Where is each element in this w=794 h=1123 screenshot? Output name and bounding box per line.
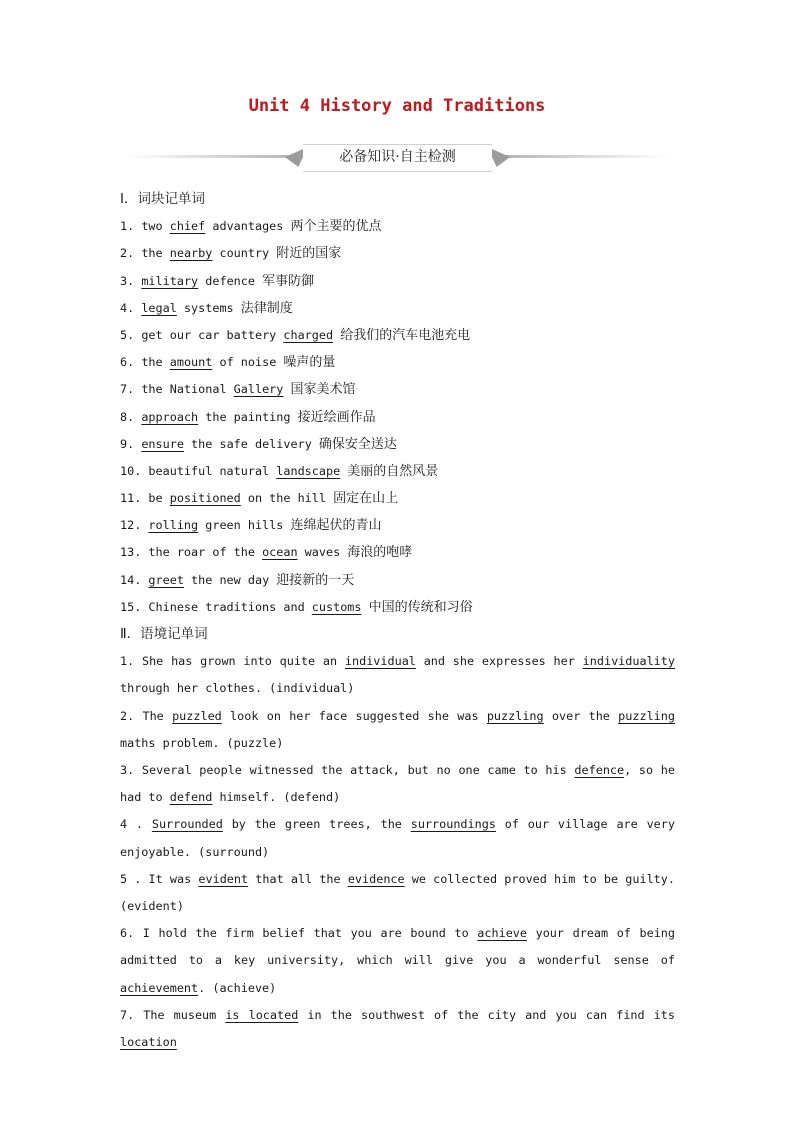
answer-blank: legal — [141, 300, 177, 315]
answer-blank: evident — [198, 871, 249, 886]
answer-blank: achieve — [477, 926, 527, 941]
answer-blank: chief — [169, 219, 206, 234]
item-prefix: Chinese traditions and — [148, 599, 312, 614]
item-translation: 给我们的汽车电池充电 — [340, 327, 471, 343]
item-translation: 附近的国家 — [276, 246, 342, 262]
answer-blank: approach — [141, 409, 199, 424]
answer-blank: military — [141, 273, 199, 288]
answer-blank: puzzling — [618, 708, 675, 723]
answer-blank: customs — [311, 599, 362, 614]
item-suffix — [283, 382, 290, 396]
item-translation: 海浪的咆哮 — [347, 545, 413, 561]
item-suffix: advantages — [205, 219, 291, 234]
item-number: 2. — [120, 246, 135, 261]
section-heading-1: Ⅰ．词块记单词 — [120, 191, 205, 207]
banner-line-right — [492, 155, 670, 158]
item-prefix: the — [141, 355, 170, 370]
banner-line-left — [125, 155, 303, 158]
item-number: 12. — [120, 518, 142, 533]
item-prefix: be — [148, 491, 170, 506]
vocab-item — [120, 404, 675, 431]
item-suffix: green hills — [198, 518, 291, 533]
context-item-7: 7. The museum is located in the southwest of the city and you can find its location — [120, 1007, 675, 1050]
vocab-chunk-list — [120, 213, 675, 621]
answer-blank: Surrounded — [151, 817, 223, 832]
answer-blank: puzzled — [172, 708, 222, 723]
banner-label: 必备知识·自主检测 — [303, 144, 492, 172]
vocab-item — [120, 512, 675, 539]
item-number: 8. — [120, 409, 135, 424]
item-number: 11. — [120, 491, 142, 506]
main-content — [120, 186, 675, 1056]
item-translation: 噪声的量 — [283, 355, 336, 371]
item-translation: 美丽的自然风景 — [347, 463, 439, 479]
answer-blank: location — [120, 1035, 177, 1050]
item-translation: 确保安全送达 — [318, 436, 397, 452]
answer-blank: is located — [225, 1007, 299, 1022]
item-prefix: the — [141, 246, 170, 261]
context-item-5: 5 . It was evident that all the evidence we collected proved him to be guilty. (evident) — [120, 871, 675, 914]
answer-blank: surroundings — [410, 817, 496, 832]
item-translation: 固定在山上 — [333, 491, 399, 507]
vocab-item — [120, 539, 675, 566]
answer-blank: defend — [169, 790, 213, 805]
item-suffix: the painting — [198, 409, 298, 424]
answer-blank: ocean — [262, 545, 298, 560]
vocab-item — [120, 240, 675, 267]
vocab-item — [120, 485, 675, 512]
answer-blank: achievement — [120, 980, 199, 995]
item-suffix: defence — [198, 273, 263, 288]
item-translation: 法律制度 — [240, 300, 293, 316]
item-translation: 两个主要的优点 — [290, 219, 382, 235]
vocab-item — [120, 376, 675, 403]
answer-blank: Gallery — [233, 382, 284, 397]
answer-blank: amount — [169, 355, 213, 370]
answer-blank: individual — [344, 654, 416, 669]
page-title: Unit 4 History and Traditions — [248, 96, 546, 116]
vocab-item — [120, 431, 675, 458]
context-item-3: 3. Several people witnessed the attack, but no one came to his defence, so he had to defend himself. (defend) — [120, 763, 675, 805]
item-number: 14. — [120, 572, 142, 587]
item-translation: 中国的传统和习俗 — [368, 599, 473, 615]
answer-blank: individuality — [582, 654, 675, 669]
item-number: 15. — [120, 599, 142, 614]
answer-blank: puzzling — [486, 708, 544, 723]
item-number: 7. — [120, 382, 135, 397]
item-suffix: country — [212, 246, 277, 261]
answer-blank: evidence — [347, 871, 405, 886]
answer-blank: greet — [148, 572, 184, 587]
answer-blank: positioned — [169, 491, 241, 506]
section-banner — [125, 142, 670, 172]
answer-blank: landscape — [276, 463, 341, 478]
answer-blank: nearby — [169, 246, 213, 261]
item-prefix: get our car battery — [141, 327, 284, 342]
context-item-4: 4 . Surrounded by the green trees, the surroundings of our village are very enjoyable. (surround) — [120, 817, 675, 859]
item-number: 5. — [120, 327, 135, 342]
item-translation: 迎接新的一天 — [276, 572, 355, 588]
item-number: 9. — [120, 436, 135, 451]
vocab-item — [120, 594, 675, 621]
vocab-item — [120, 213, 675, 240]
item-number: 4. — [120, 300, 135, 315]
vocab-item — [120, 349, 675, 376]
item-number: 10. — [120, 463, 142, 478]
item-suffix: on the hill — [240, 491, 334, 506]
item-suffix: the new day — [183, 572, 277, 587]
section-heading-2: Ⅱ．语境记单词 — [120, 626, 208, 642]
item-suffix: systems — [176, 300, 241, 315]
vocab-item — [120, 567, 675, 594]
item-translation: 国家美术馆 — [290, 382, 356, 398]
item-suffix — [362, 600, 369, 614]
context-item-1: 1. She has grown into quite an individual and she expresses her individuality through her clothes. (individual) — [120, 654, 675, 696]
vocab-item — [120, 322, 675, 349]
item-prefix: the National — [141, 382, 234, 397]
item-prefix: two — [141, 219, 170, 234]
item-number: 1. — [120, 219, 135, 234]
vocab-item — [120, 268, 675, 295]
item-translation: 军事防御 — [262, 273, 315, 289]
item-suffix: waves — [297, 545, 348, 560]
item-suffix: the safe delivery — [183, 436, 319, 451]
vocab-item — [120, 295, 675, 322]
context-item-2: 2. The puzzled look on her face suggested she was puzzling over the puzzling maths problem. (puzzle) — [120, 708, 675, 750]
item-translation: 接近绘画作品 — [297, 409, 376, 425]
item-translation: 连绵起伏的青山 — [290, 518, 382, 534]
answer-blank: charged — [283, 327, 334, 342]
item-number: 6. — [120, 355, 135, 370]
answer-blank: rolling — [148, 518, 199, 533]
item-suffix: of noise — [212, 355, 284, 370]
context-item-6: 6. I hold the firm belief that you are bound to achieve your dream of being admitted to a key university, which will give you a wonderful sense of achievement. (achieve) — [120, 926, 675, 995]
item-number: 13. — [120, 545, 142, 560]
vocab-item — [120, 458, 675, 485]
item-prefix: beautiful natural — [148, 463, 277, 478]
answer-blank: ensure — [141, 436, 184, 451]
item-number: 3. — [120, 273, 135, 288]
answer-blank: defence — [574, 763, 625, 777]
item-prefix: the roar of the — [148, 545, 263, 560]
